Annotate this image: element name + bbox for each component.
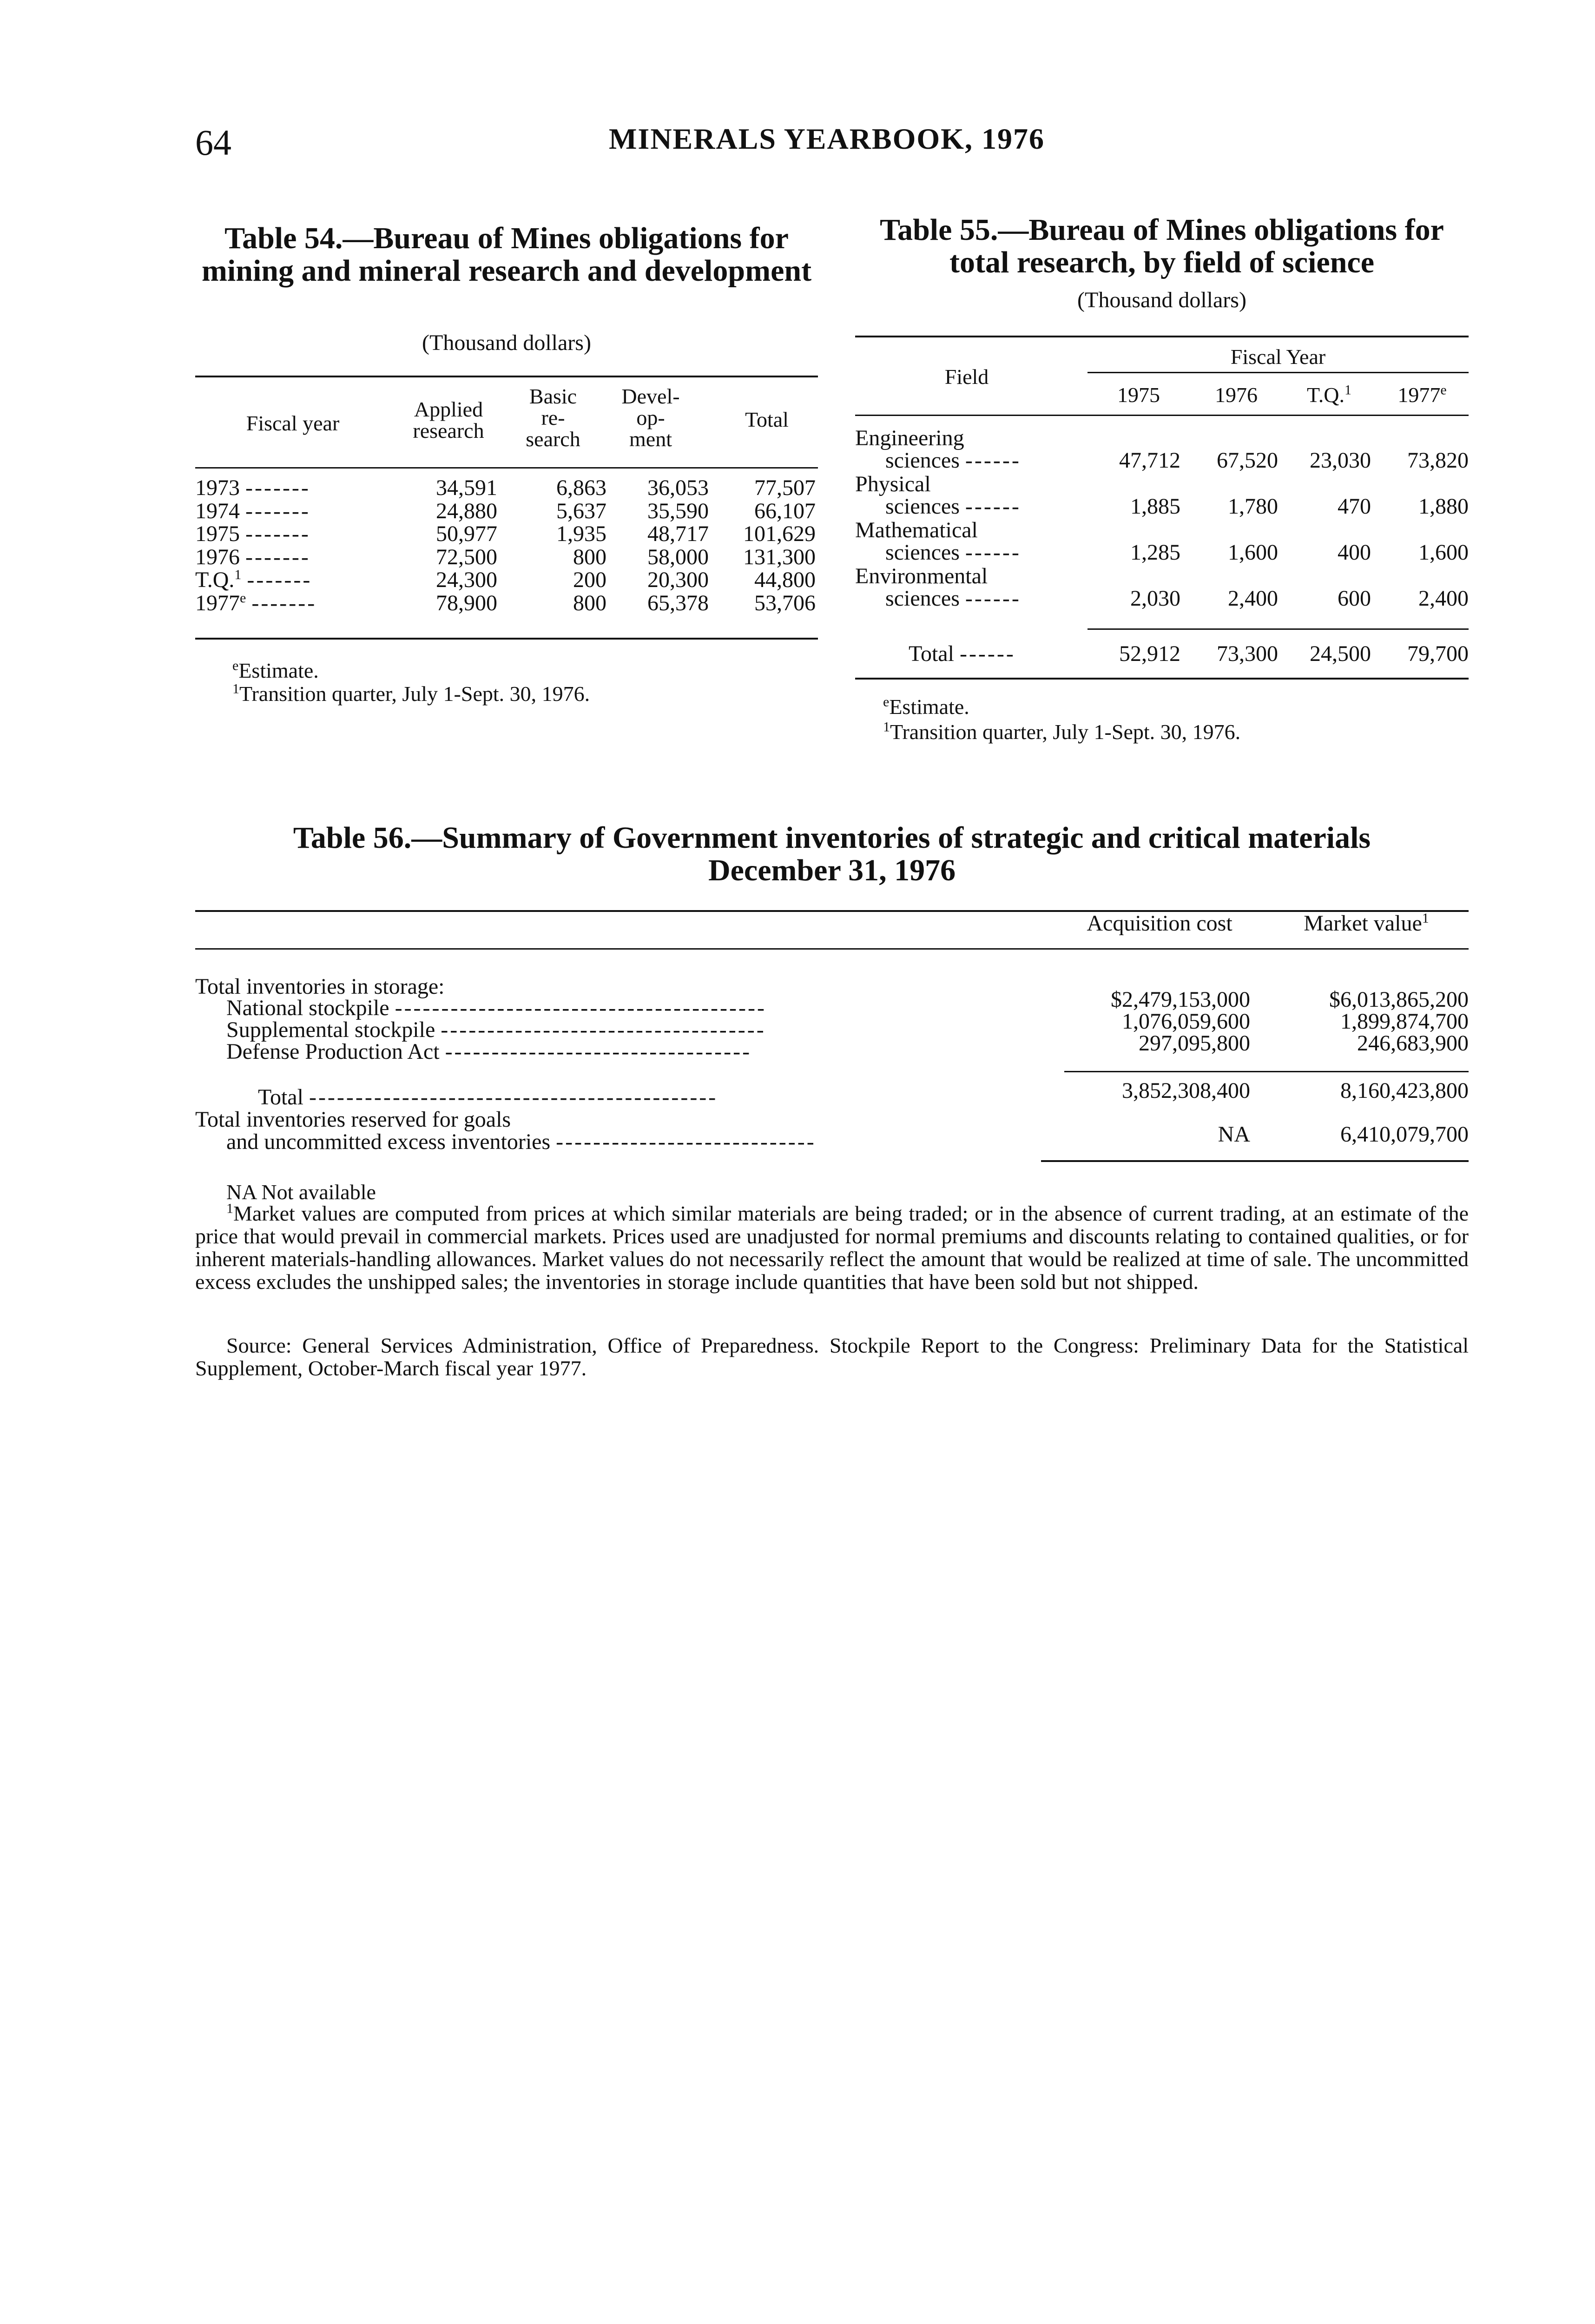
t55-row-1975: 1,285 <box>1130 540 1180 565</box>
t54-header-fiscal-year: Fiscal year <box>246 411 340 435</box>
t55-row-field-line2: sciences ------ <box>885 448 1021 473</box>
t55-row-field-line1: Engineering <box>855 426 964 450</box>
t56-row-label: Supplemental stockpile ----------------------------------- <box>226 1017 766 1042</box>
t55-row-1976: 67,520 <box>1217 448 1278 473</box>
t56-row-market: 1,899,874,700 <box>1340 1009 1469 1034</box>
t56-header-market: Market value$^1$ <box>1304 911 1429 936</box>
t54-row-year: 1973 ------- <box>195 475 310 500</box>
t56-total-acquisition: 3,852,308,400 <box>1122 1078 1250 1103</box>
t54-row-applied: 24,880 <box>436 499 497 523</box>
table-56-title-line1: Table 56.—Summary of Government inventories of strategic and critical materials <box>293 821 1371 855</box>
t56-row-acquisition: $2,479,153,000 <box>1111 987 1250 1012</box>
t54-row-development: 65,378 <box>647 591 709 615</box>
table-54-title: Table 54.—Bureau of Mines obligations for mining and mineral research and development <box>201 221 812 288</box>
t54-header-basic: Basic re- search <box>526 384 580 451</box>
t55-row-tq: 600 <box>1338 586 1371 611</box>
t56-row-acquisition: 297,095,800 <box>1139 1031 1250 1056</box>
running-head: MINERALS YEARBOOK, 1976 <box>609 122 1045 155</box>
t54-row-basic: 6,863 <box>556 475 606 500</box>
t54-row-development: 20,300 <box>647 568 709 592</box>
t54-row-basic: 800 <box>573 545 606 569</box>
t54-row-total: 131,300 <box>743 545 816 569</box>
t55-row-1976: 1,780 <box>1228 494 1278 519</box>
t54-row-total: 44,800 <box>754 568 816 592</box>
t56-section-label: Total inventories in storage: <box>195 974 445 999</box>
table-54-bottom-rule <box>195 638 818 640</box>
t55-header-1976: 1976 <box>1215 383 1258 407</box>
t56-na-note: NA Not available <box>226 1180 376 1204</box>
t54-row-development: 35,590 <box>647 499 709 523</box>
t54-footnote-transition: $^1$Transition quarter, July 1-Sept. 30, 1976. <box>232 681 590 706</box>
t54-row-year: 1974 ------- <box>195 499 310 523</box>
t55-row-1977: 73,820 <box>1407 448 1469 473</box>
t55-header-fiscal-year: Fiscal Year <box>1230 345 1326 369</box>
t54-row-year: 1977e ------- <box>195 590 317 615</box>
table-56-bottom-rule <box>1041 1160 1469 1162</box>
table-56-subtotal-rule <box>1064 1071 1469 1072</box>
t54-row-total: 77,507 <box>754 475 816 500</box>
t55-row-1977: 2,400 <box>1418 586 1469 611</box>
t56-total-label: Total -------------------------------------------- <box>258 1085 718 1109</box>
table-56-title-line2: December 31, 1976 <box>708 853 956 887</box>
table-55-header-rule <box>855 415 1469 416</box>
t54-row-basic: 200 <box>573 568 606 592</box>
t55-row-1976: 2,400 <box>1228 586 1278 611</box>
table-55-top-rule <box>855 336 1469 337</box>
t55-row-1977: 1,600 <box>1418 540 1469 565</box>
page-number: 64 <box>195 122 231 163</box>
t56-reserved-line2: and uncommitted excess inventories ---------------------------- <box>226 1129 816 1154</box>
t54-row-applied: 24,300 <box>436 568 497 592</box>
table-55-title: Table 55.—Bureau of Mines obligations for total research, by field of science <box>880 213 1444 279</box>
t55-total-1976: 73,300 <box>1217 641 1278 666</box>
t54-row-basic: 5,637 <box>556 499 606 523</box>
t56-row-acquisition: 1,076,059,600 <box>1122 1009 1250 1034</box>
t55-row-field-line2: sciences ------ <box>885 494 1021 519</box>
t54-row-development: 48,717 <box>647 522 709 546</box>
t55-footnote-estimate: $^e$Estimate. <box>883 694 969 719</box>
t56-market-note: $^1$Market values are computed from prices at which similar materials are being traded; or in the absence of current trading, at an estimate of the price that would prevail in commercial markets. Prices used are unadjusted for normal premiums and discounts relating to contained qualities, or for inherent materials-handling allowances. Market values do not necessarily reflect the amount that would be realized at time of sale. The uncommitted excess excludes the unshipped sales; the inventories in storage include quantities that have been sold but not shipped. <box>195 1201 1469 1294</box>
table-56-header-rule <box>195 948 1469 950</box>
t54-header-total: Total <box>745 408 789 431</box>
t54-row-basic: 800 <box>573 591 606 615</box>
t55-row-1975: 1,885 <box>1130 494 1180 519</box>
t54-footnote-estimate: $^e$Estimate. <box>232 658 319 682</box>
t55-row-tq: 400 <box>1338 540 1371 565</box>
t55-total-1977: 79,700 <box>1407 641 1469 666</box>
t54-row-total: 53,706 <box>754 591 816 615</box>
t55-row-tq: 470 <box>1338 494 1371 519</box>
t54-row-basic: 1,935 <box>556 522 606 546</box>
t54-row-applied: 72,500 <box>436 545 497 569</box>
t55-total-1975: 52,912 <box>1119 641 1180 666</box>
t54-header-applied: Applied research <box>413 397 484 442</box>
t55-row-1975: 2,030 <box>1130 586 1180 611</box>
t54-row-applied: 78,900 <box>436 591 497 615</box>
t55-row-field-line1: Mathematical <box>855 518 978 542</box>
t56-row-market: $6,013,865,200 <box>1329 987 1469 1012</box>
t56-header-acquisition: Acquisition cost <box>1087 911 1232 936</box>
t55-footnote-transition: $^1$Transition quarter, July 1-Sept. 30, 1976. <box>883 719 1241 744</box>
t54-row-total: 101,629 <box>743 522 816 546</box>
t56-row-market: 246,683,900 <box>1357 1031 1469 1056</box>
t54-header-development: Devel- op- ment <box>621 384 680 451</box>
table-55-unit: (Thousand dollars) <box>1077 288 1246 312</box>
t54-row-total: 66,107 <box>754 499 816 523</box>
t56-source-note: Source: General Services Administration, Office of Preparedness. Stockpile Report to the Congress: Preliminary Data for the Statistical Supplement, October-March fiscal year 1977. <box>195 1334 1469 1380</box>
t54-row-year: 1975 ------- <box>195 522 310 546</box>
t56-reserved-line1: Total inventories reserved for goals <box>195 1107 511 1132</box>
t56-row-label: Defense Production Act --------------------------------- <box>226 1039 752 1064</box>
t56-total-market: 8,160,423,800 <box>1340 1078 1469 1103</box>
t54-row-development: 36,053 <box>647 475 709 500</box>
t55-total-tq: 24,500 <box>1310 641 1371 666</box>
t55-row-field-line1: Environmental <box>855 564 988 588</box>
t55-row-1975: 47,712 <box>1119 448 1180 473</box>
t55-header-1977: 1977e <box>1397 382 1447 407</box>
t54-row-year: T.Q.$^1$ ------- <box>195 567 312 592</box>
t54-row-year: 1976 ------- <box>195 545 310 569</box>
t56-reserved-acquisition: NA <box>1218 1122 1250 1147</box>
table-54-top-rule <box>195 376 818 377</box>
t55-row-1977: 1,880 <box>1418 494 1469 519</box>
t55-row-field-line2: sciences ------ <box>885 540 1021 565</box>
t55-row-1976: 1,600 <box>1228 540 1278 565</box>
table-54-header-rule <box>195 467 818 469</box>
t54-row-applied: 34,591 <box>436 475 497 500</box>
t54-row-development: 58,000 <box>647 545 709 569</box>
t55-header-field: Field <box>944 365 989 389</box>
t54-row-applied: 50,977 <box>436 522 497 546</box>
table-54-unit: (Thousand dollars) <box>422 330 591 355</box>
t55-header-1975: 1975 <box>1117 383 1160 407</box>
t55-header-span-rule <box>1088 372 1469 373</box>
table-55-subtotal-rule <box>1088 628 1469 630</box>
t55-row-field-line2: sciences ------ <box>885 586 1021 611</box>
t56-reserved-market: 6,410,079,700 <box>1340 1122 1469 1147</box>
t55-row-tq: 23,030 <box>1310 448 1371 473</box>
t55-header-tq: T.Q.$^1$ <box>1307 382 1351 407</box>
t55-total-label: Total ------ <box>909 641 1015 666</box>
t55-row-field-line1: Physical <box>855 472 931 496</box>
t56-row-label: National stockpile ---------------------------------------- <box>226 996 766 1020</box>
table-55-bottom-rule <box>855 678 1469 680</box>
